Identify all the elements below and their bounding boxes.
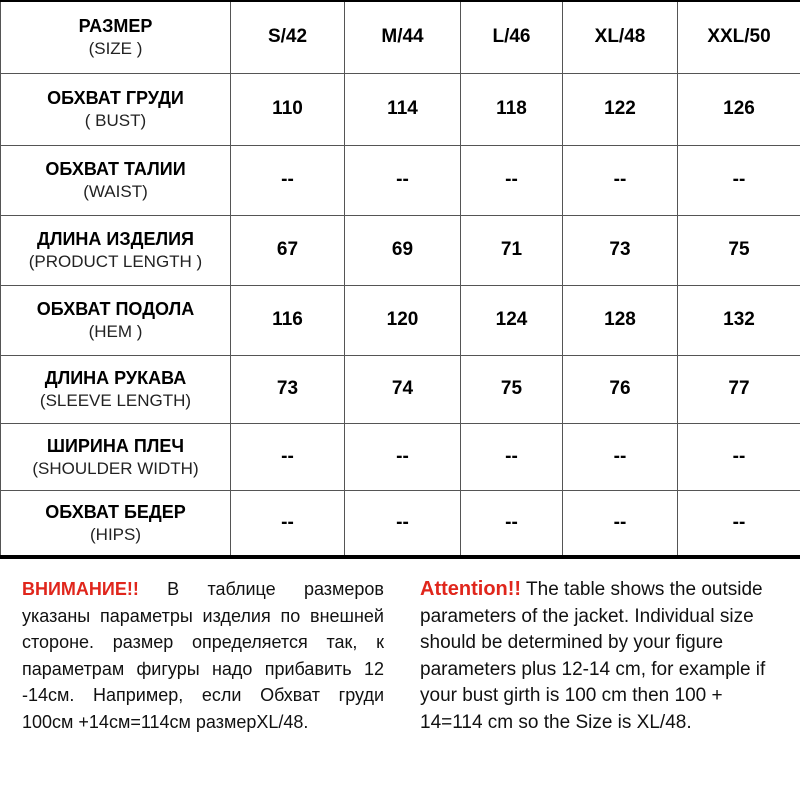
header-label-ru: РАЗМЕР [78, 16, 153, 37]
value-cell [231, 490, 345, 557]
row-label-cell [1, 355, 231, 423]
table-cell-value: 124 [495, 309, 528, 330]
row-label-en: (HIPS) [90, 524, 141, 544]
table-cell-value: -- [505, 445, 518, 467]
value-cell [345, 490, 461, 557]
row-label-ru: ОБХВАТ ТАЛИИ [45, 159, 186, 179]
table-row-hips [1, 490, 800, 557]
row-label-ru: ОБХВАТ ГРУДИ [47, 88, 184, 108]
size-header: XL/48 [594, 26, 646, 48]
value-cell [231, 215, 345, 285]
value-cell [461, 355, 563, 423]
size-header-cell [231, 1, 345, 73]
table-row-waist [1, 145, 800, 215]
size-header: M/44 [381, 26, 424, 48]
attention-note-en [420, 576, 778, 736]
table-cell-value: 69 [391, 239, 414, 260]
value-cell [678, 490, 800, 557]
row-label-cell [1, 145, 231, 215]
value-cell [461, 73, 563, 145]
attention-text-ru: В таблице размеров указаны параметры изделия по внешней стороне. размер определяется так, к параметрам фигуры надо прибавить 12 -14см. Например, если Обхват груди 100см +14см=114см размерXL/48. [22, 579, 384, 732]
header-label-cell [1, 1, 231, 73]
value-cell [231, 355, 345, 423]
value-cell [678, 215, 800, 285]
table-row-hem [1, 285, 800, 355]
table-cell-value: 122 [604, 98, 636, 119]
value-cell [563, 215, 678, 285]
size-header-cell [461, 1, 563, 73]
table-cell-value: 126 [723, 98, 755, 119]
value-cell [461, 145, 563, 215]
table-row-product-length [1, 215, 800, 285]
table-cell-value: 73 [609, 239, 631, 260]
row-label-en: (WAIST) [83, 182, 148, 201]
value-cell [563, 145, 678, 215]
table-cell-value: 73 [276, 378, 299, 399]
table-cell-value: 76 [609, 378, 631, 399]
table-cell-value: -- [505, 169, 518, 190]
attention-note-ru [22, 576, 384, 735]
value-cell [231, 423, 345, 490]
size-header: L/46 [492, 26, 531, 48]
table-cell-value: 110 [272, 98, 303, 119]
table-cell-value: 71 [500, 239, 523, 260]
row-label-ru: ОБХВАТ БЕДЕР [45, 501, 186, 522]
value-cell [678, 73, 800, 145]
table-cell-value: 74 [391, 378, 414, 399]
table-cell-value: 120 [386, 309, 419, 330]
table-cell-value: -- [396, 445, 409, 467]
table-cell-value: 116 [272, 309, 303, 330]
row-label-cell [1, 73, 231, 145]
value-cell [231, 285, 345, 355]
table-cell-value: -- [396, 511, 409, 533]
table-cell-value: 118 [496, 98, 527, 119]
row-label-cell [1, 423, 231, 490]
table-cell-value: -- [281, 169, 294, 190]
table-cell-value: 114 [387, 98, 418, 119]
table-cell-value: 75 [728, 239, 750, 260]
table-cell-value: -- [732, 445, 746, 467]
table-row-bust [1, 73, 800, 145]
value-cell [563, 73, 678, 145]
value-cell [345, 215, 461, 285]
row-label-cell [1, 490, 231, 557]
table-cell-value: -- [732, 169, 746, 190]
row-label-en: (PRODUCT LENGTH ) [28, 252, 203, 271]
size-header-cell [345, 1, 461, 73]
row-label-ru: ШИРИНА ПЛЕЧ [46, 435, 185, 456]
value-cell [563, 355, 678, 423]
value-cell [345, 285, 461, 355]
value-cell [345, 423, 461, 490]
value-cell [345, 145, 461, 215]
table-row-sleeve-length [1, 355, 800, 423]
table-cell-value: -- [281, 511, 294, 533]
table-cell-value: -- [613, 169, 627, 190]
size-header-cell [678, 1, 800, 73]
value-cell [461, 490, 563, 557]
value-cell [563, 490, 678, 557]
table-row-shoulder-width [1, 423, 800, 490]
value-cell [345, 73, 461, 145]
row-label-ru: ДЛИНА ИЗДЕЛИЯ [37, 229, 194, 249]
value-cell [678, 355, 800, 423]
attention-label-en: Attention!! [420, 578, 522, 600]
table-cell-value: -- [613, 445, 627, 467]
value-cell [461, 423, 563, 490]
size-header: S/42 [267, 26, 308, 48]
table-cell-value: 67 [276, 239, 299, 260]
row-label-en: (SHOULDER WIDTH) [32, 458, 199, 478]
row-label-en: (HEM ) [88, 322, 143, 341]
value-cell [678, 145, 800, 215]
value-cell [678, 285, 800, 355]
table-cell-value: 128 [604, 309, 636, 330]
table-cell-value: -- [505, 511, 518, 533]
value-cell [345, 355, 461, 423]
row-label-cell [1, 285, 231, 355]
table-cell-value: -- [732, 511, 746, 533]
row-label-ru: ДЛИНА РУКАВА [44, 368, 187, 388]
value-cell [563, 285, 678, 355]
value-cell [563, 423, 678, 490]
value-cell [461, 285, 563, 355]
attention-label-ru: ВНИМАНИЕ!! [22, 579, 139, 599]
value-cell [461, 215, 563, 285]
row-label-cell [1, 215, 231, 285]
table-cell-value: 132 [723, 309, 755, 330]
table-cell-value: 75 [500, 378, 523, 399]
row-label-ru: ОБХВАТ ПОДОЛА [36, 299, 195, 319]
header-label-en: (SIZE ) [88, 39, 143, 59]
attention-text-en: The table shows the outside parameters of the jacket. Individual size should be determined by your figure parameters plus 12-14 cm, for example if your bust girth is 100 cm then 100 + 14=114 cm so the Size is XL/48. [420, 579, 766, 733]
header-row [1, 1, 800, 73]
table-cell-value: 77 [728, 378, 750, 399]
table-cell-value: -- [613, 511, 627, 533]
row-label-en: (SLEEVE LENGTH) [39, 391, 192, 410]
value-cell [678, 423, 800, 490]
table-cell-value: -- [281, 445, 294, 467]
value-cell [231, 73, 345, 145]
size-header-cell [563, 1, 678, 73]
table-cell-value: -- [396, 169, 409, 190]
value-cell [231, 145, 345, 215]
row-label-en: ( BUST) [84, 111, 147, 130]
size-header: XXL/50 [707, 26, 771, 48]
